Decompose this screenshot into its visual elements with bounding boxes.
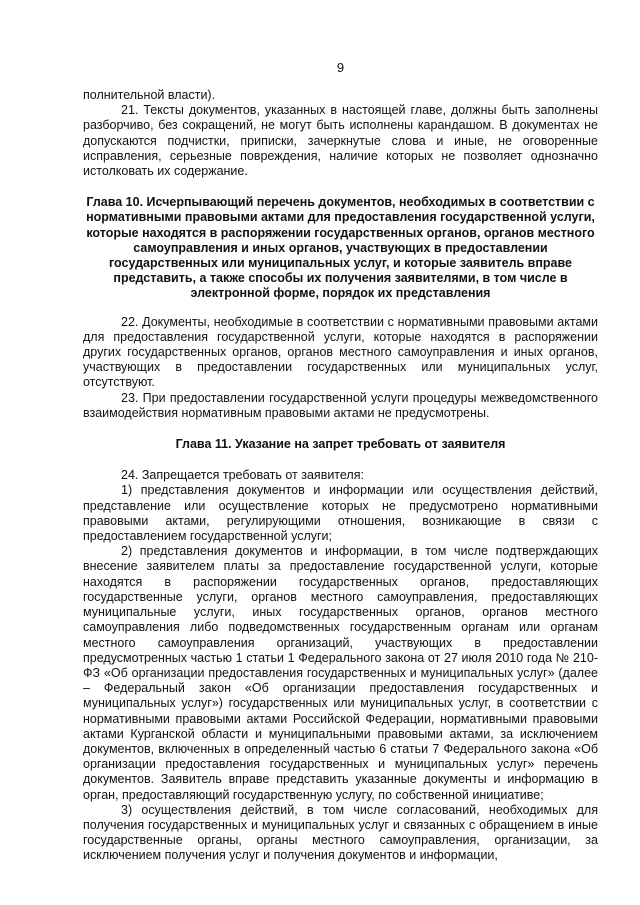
chapter-11-title: Глава 11. Указание на запрет требовать от заявителя xyxy=(175,437,506,452)
paragraph-24-item-3: 3) осуществления действий, в том числе согласований, необходимых для получения государственных и муниципальных услуг и связанных с обращением в иные государственные органы, органы местного самоуправления, организации, за исключением получения услуг и получения документов и информации, xyxy=(83,802,598,863)
paragraph-24: 24. Запрещается требовать от заявителя: xyxy=(121,468,364,483)
paragraph-21: 21. Тексты документов, указанных в настоящей главе, должны быть заполнены разборчиво, без сокращений, не могут быть исполнены карандашом. В документах не допускаются подчистки, приписки, зачеркнутые слова и иные, не оговоренные исправления, серьезные повреждения, наличие которых не позволяет однозначно истолковать их содержание. xyxy=(83,103,598,179)
paragraph-24-item-2: 2) представления документов и информации, в том числе подтверждающих внесение заявителем платы за предоставление государственной услуги, которые находятся в распоряжении государственных органов, предоставляющих государственные услуги, органов местного самоуправления, предоставляющих муниципальные услуги, иных государственных органов, органов местного самоуправления либо подведомственных государственным органам или органам местного самоуправления организаций, участвующих в предоставлении предусмотренных частью 1 статьи 1 Федерального закона от 27 июля 2010 года № 210-ФЗ «Об организации предоставления государственных и муниципальных услуг» (далее – Федеральный закон «Об организации предоставления государственных и муниципальных услуг») государственных или муниципальных услуг, в соответствии с нормативными правовыми актами Российской Федерации, нормативными правовыми актами Курганской области и муниципальными правовыми актами, за исключением документов, включенных в определенный частью 6 статьи 7 Федерального закона «Об организации предоставления государственных и муниципальных услуг» перечень документов. Заявитель вправе представить указанные документы и информацию в орган, предоставляющий государственную услугу, по собственной инициативе; xyxy=(83,544,598,802)
paragraph-intro: полнительной власти). xyxy=(83,88,216,102)
paragraph-24-item-1: 1) представления документов и информации или осуществления действий, представление или осуществление которых не предусмотрено нормативными правовыми актами, регулирующими отношения, возникающие в связи с предоставлением государственной услуги; xyxy=(83,483,598,544)
paragraph-23: 23. При предоставлении государственной услуги процедуры межведомственного взаимодействия нормативным правовыми актами не предусмотрены. xyxy=(83,390,598,420)
page-number: 9 xyxy=(336,60,345,75)
chapter-10-title: Глава 10. Исчерпывающий перечень документов, необходимых в соответствии с нормативными правовыми актами для предоставления государственной услуги, которые находятся в распоряжении государственных органов, органов местного самоуправления и иных органов, участвующих в предоставлении государственных или муниципальных услуг, и которые заявитель вправе представить, а также способы их получения заявителями, в том числе в электронной форме, порядок их представления xyxy=(86,195,595,301)
paragraph-22: 22. Документы, необходимые в соответствии с нормативными правовыми актами для предоставления государственной услуги, которые находятся в распоряжении других государственных органов, органов местного самоуправления и иных органов, участвующих в предоставлении государственных или муниципальных услуг, отсутствуют. xyxy=(83,314,598,390)
